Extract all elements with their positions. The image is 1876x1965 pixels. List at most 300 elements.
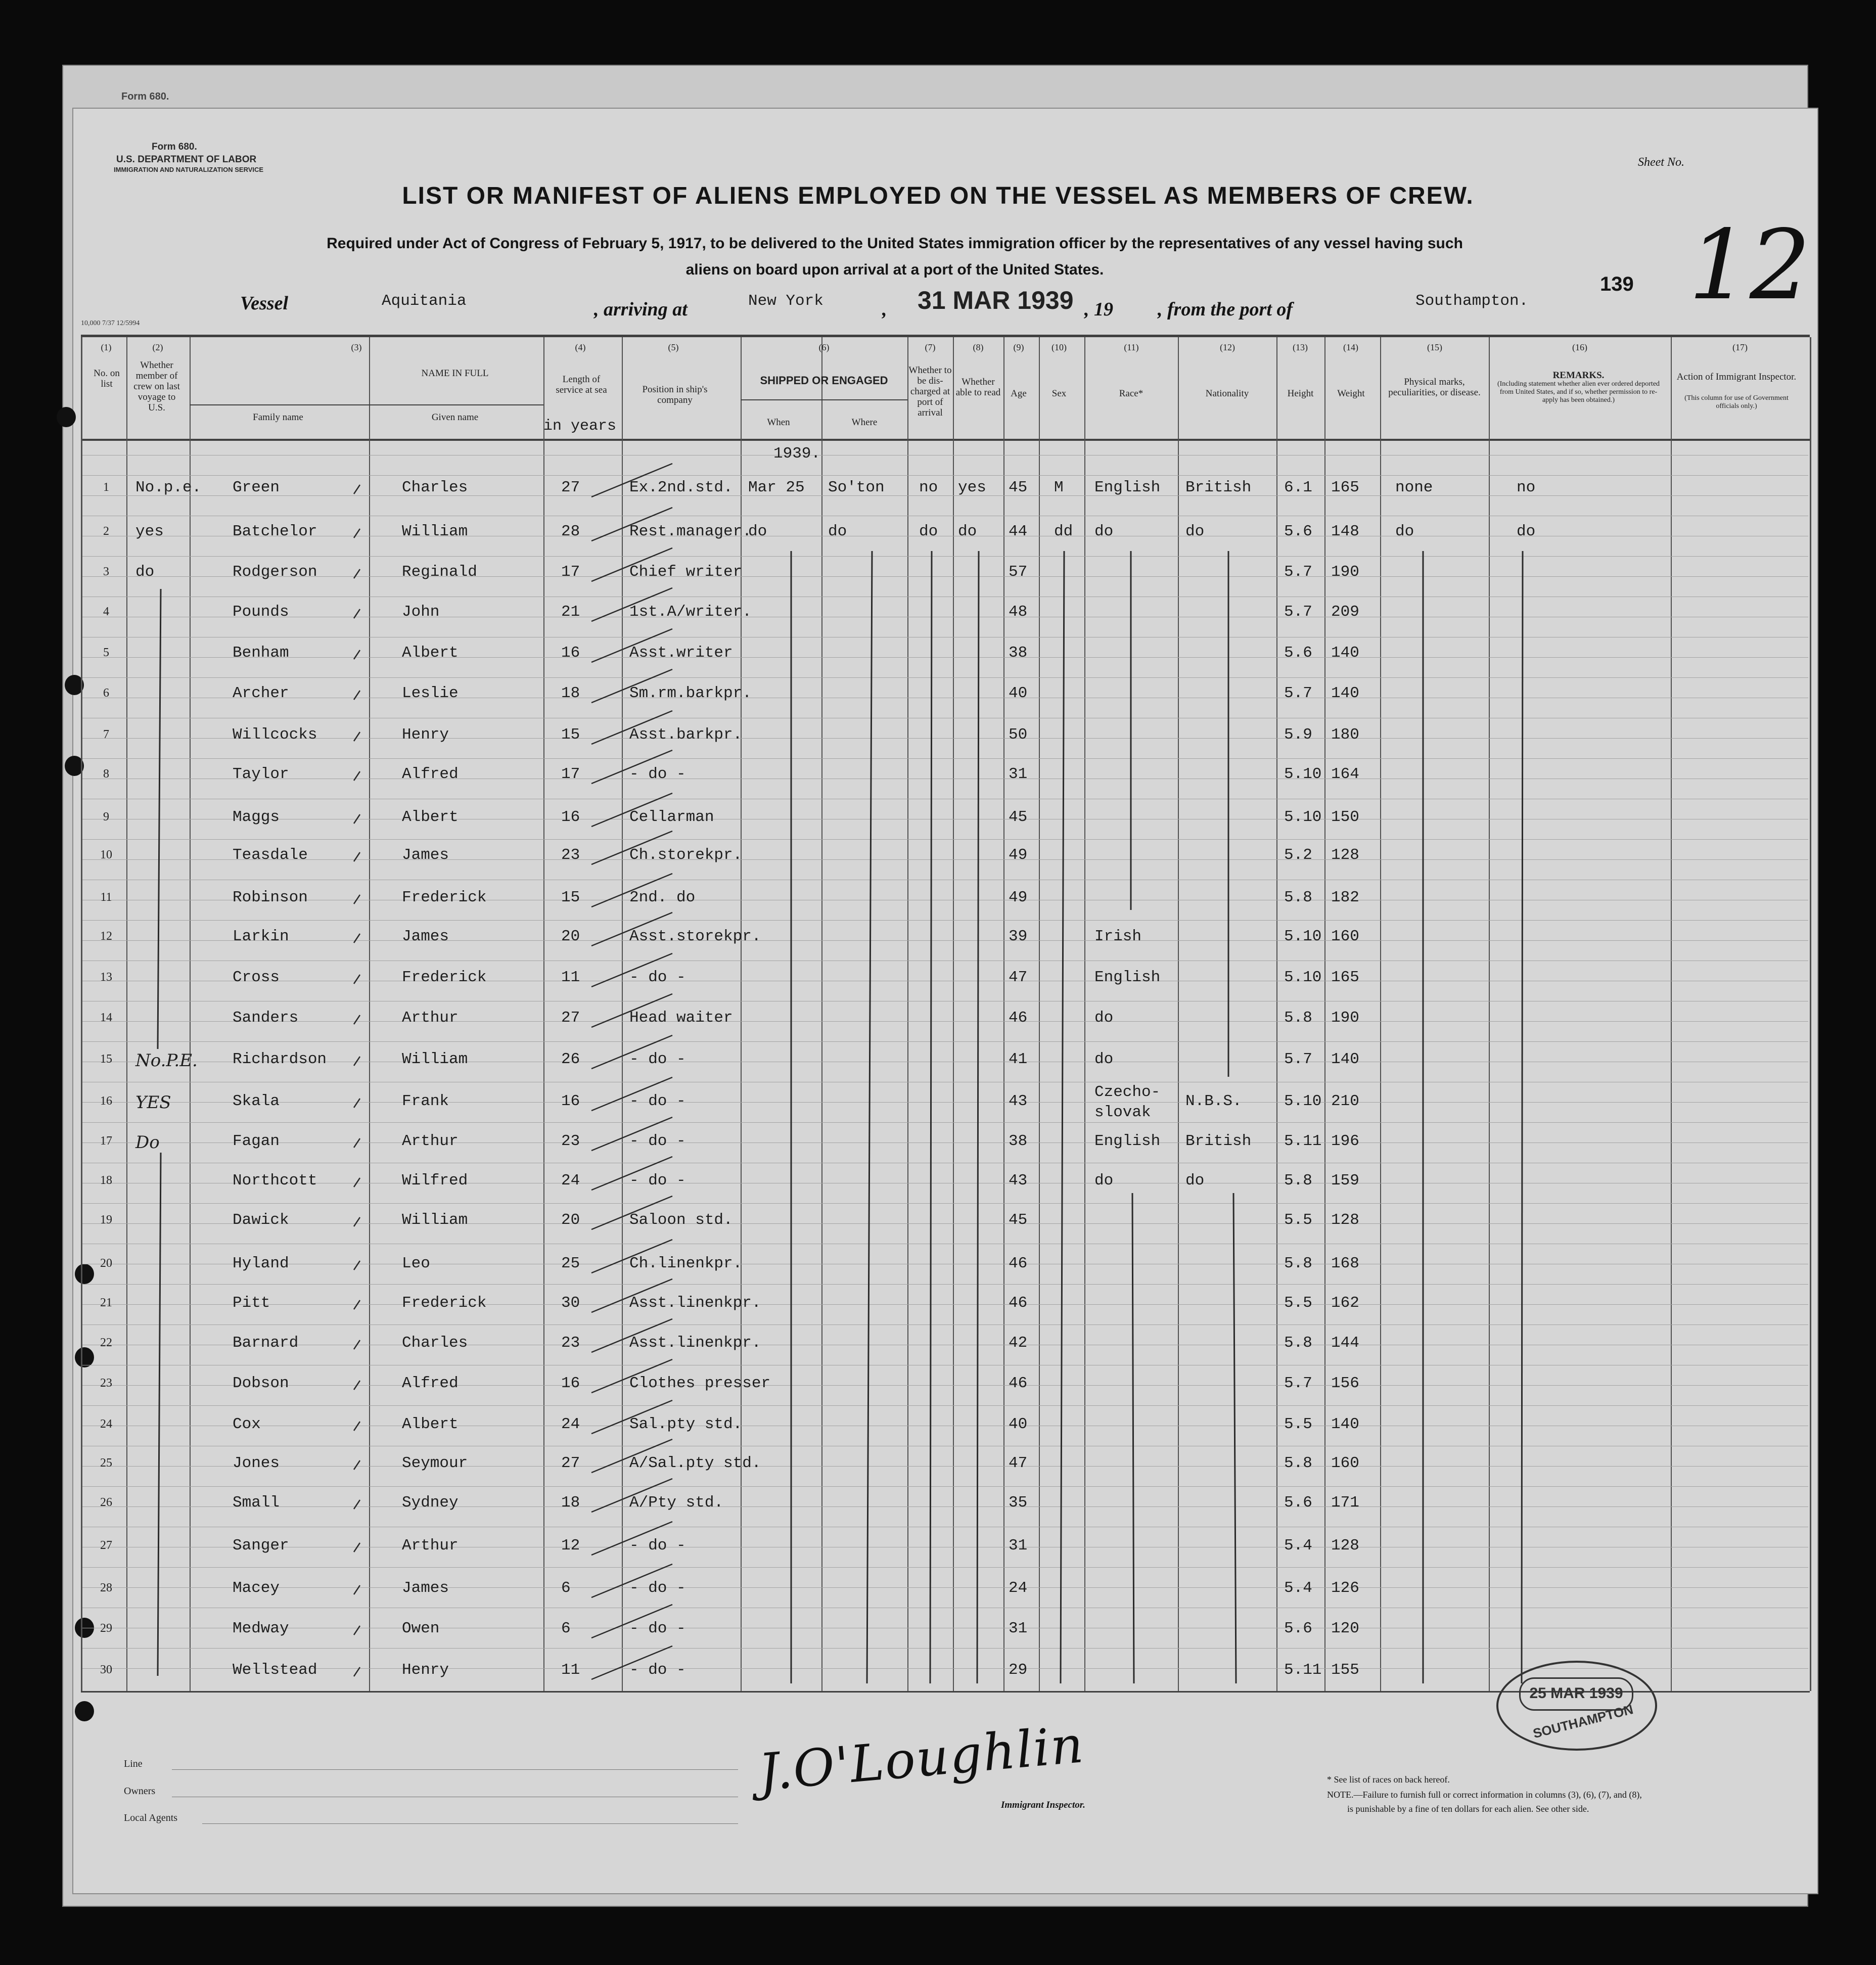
check-slash [591, 1196, 672, 1229]
sex-cell: M [1054, 479, 1064, 496]
age-cell: 47 [1009, 1454, 1028, 1472]
check-tick [354, 691, 360, 700]
check-slash [591, 1439, 672, 1473]
height-cell: 5.6 [1284, 1494, 1312, 1512]
row-number-cell: 1 [103, 481, 109, 494]
row-number-cell: 24 [100, 1418, 112, 1431]
given-name-cell: Arthur [402, 1009, 459, 1027]
family-name-cell: Robinson [233, 889, 308, 906]
prev-voyage-cell: yes [135, 523, 164, 540]
check-tick [354, 1300, 360, 1309]
arrival-date-stamp: 31 MAR 1939 [918, 286, 1074, 314]
service-cell: 27 [561, 1009, 580, 1027]
family-name-cell: Macey [233, 1579, 280, 1597]
col-header-position: Position in ship's company [642, 384, 708, 405]
service-cell: 20 [561, 1211, 580, 1229]
check-slash [591, 1035, 672, 1069]
row-number-cell: 16 [100, 1094, 112, 1108]
weight-cell: 165 [1331, 969, 1359, 986]
service-cell: 11 [561, 1661, 580, 1679]
position-cell: Asst.linenkpr. [629, 1294, 761, 1312]
row-number-cell: 10 [100, 848, 112, 861]
comma: , [882, 299, 887, 320]
col-header-physical-marks: Physical marks, peculiarities, or disease. [1388, 377, 1481, 398]
col-header-given-name: Given name [431, 412, 479, 423]
physical-marks-cell: do [1395, 523, 1414, 540]
service-cell: 18 [561, 1494, 580, 1512]
family-name-cell: Sanders [233, 1009, 299, 1027]
check-tick [354, 650, 360, 659]
check-tick [354, 1422, 360, 1431]
col-header-service: Length of service at sea [556, 374, 607, 395]
physical-marks-cell: none [1395, 479, 1433, 496]
column-number: (16) [1572, 342, 1587, 352]
family-name-cell: Skala [233, 1092, 280, 1110]
age-cell: 38 [1009, 1132, 1028, 1150]
race-cell: English [1094, 479, 1161, 496]
remarks-cell: no [1517, 479, 1536, 496]
weight-cell: 128 [1331, 1537, 1359, 1555]
column-number: (17) [1732, 342, 1748, 352]
family-name-cell: Medway [233, 1620, 289, 1637]
check-slash [591, 1077, 672, 1111]
age-cell: 57 [1009, 563, 1028, 581]
check-tick [354, 1099, 360, 1108]
age-cell: 31 [1009, 765, 1028, 783]
check-slash [591, 912, 672, 946]
weight-cell: 182 [1331, 889, 1359, 906]
row-number-cell: 13 [100, 971, 112, 984]
col-header-sex: Sex [1051, 388, 1067, 399]
nationality-cell: do [1185, 1172, 1205, 1190]
check-slash [591, 994, 672, 1027]
footer-line-label: Line [124, 1758, 143, 1769]
prev-voyage-cell: Do [135, 1132, 160, 1153]
age-cell: 48 [1009, 603, 1028, 621]
column-number: (2) [152, 342, 163, 352]
position-cell: Sal.pty std. [629, 1415, 743, 1433]
height-cell: 5.7 [1284, 603, 1312, 621]
check-slash [591, 1479, 672, 1512]
col-header-shipped: SHIPPED OR ENGAGED [760, 374, 888, 387]
col-header-action-note: (This column for use of Government officials only.) [1684, 394, 1789, 410]
footnote-penalty: NOTE.—Failure to furnish full or correct information in columns (3), (6), (7), and (8), [1327, 1790, 1642, 1800]
family-name-cell: Willcocks [233, 726, 317, 744]
height-cell: 5.7 [1284, 684, 1312, 702]
family-name-cell: Hyland [233, 1255, 289, 1272]
check-slash [591, 1564, 672, 1597]
check-slash [591, 711, 672, 744]
age-cell: 29 [1009, 1661, 1028, 1679]
weight-cell: 168 [1331, 1255, 1359, 1272]
age-cell: 50 [1009, 726, 1028, 744]
col-header-family-name: Family name [253, 412, 303, 423]
age-cell: 40 [1009, 684, 1028, 702]
weight-cell: 140 [1331, 1050, 1359, 1068]
weight-cell: 144 [1331, 1334, 1359, 1352]
year-label: , 19 [1084, 299, 1113, 320]
col-header-when: When [767, 417, 790, 428]
family-name-cell: Batchelor [233, 523, 317, 540]
row-number-cell: 4 [103, 605, 109, 618]
height-cell: 5.6 [1284, 1620, 1312, 1637]
check-slash [591, 1646, 672, 1679]
check-tick [354, 609, 360, 618]
family-name-cell: Taylor [233, 765, 289, 783]
age-cell: 40 [1009, 1415, 1028, 1433]
family-name-cell: Barnard [233, 1334, 299, 1352]
position-cell: - do - [629, 1092, 686, 1110]
check-tick [354, 1261, 360, 1270]
service-cell: 16 [561, 1375, 580, 1392]
column-number: (3) [351, 342, 362, 352]
col-header-nationality: Nationality [1205, 388, 1249, 399]
weight-cell: 196 [1331, 1132, 1359, 1150]
check-slash [591, 953, 672, 987]
weight-cell: 160 [1331, 928, 1359, 945]
given-name-cell: Albert [402, 644, 459, 662]
stamp-date: 25 MAR 1939 [1519, 1677, 1633, 1711]
age-cell: 43 [1009, 1092, 1028, 1110]
family-name-cell: Maggs [233, 808, 280, 826]
height-cell: 6.1 [1284, 479, 1312, 496]
service-cell: 18 [561, 684, 580, 702]
back-form-number: Form 680. [121, 91, 169, 102]
height-cell: 5.11 [1284, 1661, 1322, 1679]
height-cell: 5.8 [1284, 1172, 1312, 1190]
age-cell: 49 [1009, 889, 1028, 906]
from-port: Southampton. [1415, 292, 1529, 310]
service-cell: 15 [561, 889, 580, 906]
height-cell: 5.5 [1284, 1211, 1312, 1229]
weight-cell: 150 [1331, 808, 1359, 826]
position-cell: 1st.A/writer. [629, 603, 752, 621]
service-cell: 27 [561, 1454, 580, 1472]
col-header-where: Where [851, 417, 878, 428]
given-name-cell: Alfred [402, 1375, 459, 1392]
service-cell: 16 [561, 808, 580, 826]
col-header-weight: Weight [1337, 388, 1365, 399]
position-cell: - do - [629, 765, 686, 783]
col-header-height: Height [1287, 388, 1314, 399]
race-cell: do [1094, 1050, 1114, 1068]
shipped-when-cell: Mar 25 [748, 479, 805, 496]
height-cell: 5.9 [1284, 726, 1312, 744]
service-cell: 20 [561, 928, 580, 945]
race-cell-line2: slovak [1094, 1104, 1151, 1121]
check-tick [354, 975, 360, 984]
check-slash [591, 831, 672, 864]
weight-cell: 140 [1331, 684, 1359, 702]
check-slash [591, 588, 672, 621]
col-header-age: Age [1011, 388, 1027, 399]
arrival-port: New York [748, 292, 823, 310]
row-number-cell: 20 [100, 1257, 112, 1270]
family-name-cell: Richardson [233, 1050, 327, 1068]
footer-rule [172, 1769, 738, 1770]
race-cell: Czecho- [1094, 1083, 1161, 1101]
check-tick [354, 1015, 360, 1024]
check-tick [354, 771, 360, 781]
family-name-cell: Jones [233, 1454, 280, 1472]
position-cell: Rest.manager. [629, 523, 752, 540]
age-cell: 45 [1009, 1211, 1028, 1229]
department: U.S. DEPARTMENT OF LABOR [116, 154, 257, 165]
height-cell: 5.10 [1284, 765, 1322, 783]
footer-agents-label: Local Agents [124, 1812, 178, 1823]
col-header-previous-voyage: Whether member of crew on last voyage to U.S. [133, 360, 180, 413]
service-cell: 17 [561, 563, 580, 581]
height-cell: 5.10 [1284, 808, 1322, 826]
row-number-cell: 29 [100, 1622, 112, 1635]
row-number-cell: 2 [103, 525, 109, 538]
position-cell: Head waiter [629, 1009, 733, 1027]
position-cell: - do - [629, 1172, 686, 1190]
given-name-cell: Leslie [402, 684, 459, 702]
family-name-cell: Pitt [233, 1294, 270, 1312]
column-number: (7) [925, 342, 936, 352]
form-number: Form 680. [152, 142, 197, 152]
height-cell: 5.7 [1284, 563, 1312, 581]
height-cell: 5.2 [1284, 846, 1312, 864]
print-code: 10,000 7/37 12/5994 [81, 319, 140, 327]
weight-cell: 120 [1331, 1620, 1359, 1637]
row-number-cell: 5 [103, 646, 109, 659]
column-number: (6) [818, 342, 830, 352]
given-name-cell: Arthur [402, 1537, 459, 1555]
weight-cell: 140 [1331, 644, 1359, 662]
service-cell: 6 [561, 1579, 571, 1597]
sheet-label: Sheet No. [1638, 156, 1684, 169]
service-units: in years [543, 418, 617, 435]
position-cell: Sm.rm.barkpr. [629, 684, 752, 702]
row-number-cell: 6 [103, 687, 109, 700]
check-tick [354, 1057, 360, 1066]
arriving-label: , arriving at [594, 299, 688, 320]
discharged-cell: no [919, 479, 938, 496]
height-cell: 5.4 [1284, 1579, 1312, 1597]
column-number: (14) [1343, 342, 1358, 352]
service-cell: 24 [561, 1172, 580, 1190]
position-cell: - do - [629, 1132, 686, 1150]
age-cell: 46 [1009, 1375, 1028, 1392]
service-cell: 28 [561, 523, 580, 540]
check-slash [591, 629, 672, 662]
footer-rule [202, 1823, 738, 1824]
given-name-cell: Albert [402, 808, 459, 826]
given-name-cell: James [402, 1579, 449, 1597]
col-header-discharged: Whether to be dis-charged at port of arrival [908, 365, 952, 418]
family-name-cell: Green [233, 479, 280, 496]
given-name-cell: John [402, 603, 440, 621]
from-label: , from the port of [1158, 299, 1293, 320]
nationality-cell: British [1185, 1132, 1252, 1150]
position-cell: - do - [629, 1050, 686, 1068]
subtitle-line1: Required under Act of Congress of February 5, 1917, to be delivered to the United States immigration officer by the representatives of any vessel having such [327, 235, 1463, 252]
subtitle-line2: aliens on board upon arrival at a port of the United States. [685, 261, 1104, 278]
service-cell: 21 [561, 603, 580, 621]
height-cell: 5.8 [1284, 1334, 1312, 1352]
row-number-cell: 30 [100, 1663, 112, 1676]
family-name-cell: Wellstead [233, 1661, 317, 1679]
service-cell: 15 [561, 726, 580, 744]
height-cell: 5.5 [1284, 1294, 1312, 1312]
family-name-cell: Teasdale [233, 846, 308, 864]
row-number-cell: 3 [103, 565, 109, 578]
age-cell: 46 [1009, 1009, 1028, 1027]
weight-cell: 171 [1331, 1494, 1359, 1512]
age-cell: 38 [1009, 644, 1028, 662]
check-slash [591, 1279, 672, 1312]
check-tick [354, 1217, 360, 1226]
handwritten-sheet-number: 12 [1688, 209, 1811, 321]
height-cell: 5.8 [1284, 1009, 1312, 1027]
age-cell: 31 [1009, 1537, 1028, 1555]
position-cell: Asst.storekpr. [629, 928, 761, 945]
row-number-cell: 22 [100, 1336, 112, 1349]
check-tick [354, 934, 360, 943]
height-cell: 5.10 [1284, 969, 1322, 986]
weight-cell: 160 [1331, 1454, 1359, 1472]
row-number-cell: 23 [100, 1377, 112, 1390]
check-tick [354, 1667, 360, 1676]
family-name-cell: Dawick [233, 1211, 289, 1229]
prev-voyage-cell: No.p.e. [135, 479, 202, 496]
age-cell: 43 [1009, 1172, 1028, 1190]
family-name-cell: Cross [233, 969, 280, 986]
given-name-cell: Reginald [402, 563, 477, 581]
nationality-cell: N.B.S. [1185, 1092, 1242, 1110]
height-cell: 5.8 [1284, 1454, 1312, 1472]
col-header-read: Whether able to read [955, 377, 1001, 398]
height-cell: 5.7 [1284, 1050, 1312, 1068]
age-cell: 41 [1009, 1050, 1028, 1068]
weight-cell: 128 [1331, 1211, 1359, 1229]
vessel-label: Vessel [240, 293, 288, 314]
column-number: (1) [101, 342, 112, 352]
check-tick [354, 1340, 360, 1349]
service-cell: 11 [561, 969, 580, 986]
footnote-penalty-2: is punishable by a fine of ten dollars for each alien. See other side. [1347, 1804, 1589, 1814]
family-name-cell: Archer [233, 684, 289, 702]
given-name-cell: Charles [402, 1334, 468, 1352]
given-name-cell: Frederick [402, 1294, 487, 1312]
check-tick [354, 485, 360, 494]
service-cell: 23 [561, 846, 580, 864]
position-cell: - do - [629, 1579, 686, 1597]
row-number-cell: 26 [100, 1496, 112, 1509]
check-tick [354, 529, 360, 538]
check-slash [591, 669, 672, 703]
position-cell: Asst.barkpr. [629, 726, 743, 744]
race-cell: do [1094, 523, 1114, 540]
height-cell: 5.8 [1284, 1255, 1312, 1272]
given-name-cell: Owen [402, 1620, 440, 1637]
position-cell: - do - [629, 1537, 686, 1555]
check-slash [591, 874, 672, 907]
col-header-action: Action of Immigrant Inspector. [1676, 372, 1797, 382]
check-tick [354, 1543, 360, 1552]
check-slash [591, 1240, 672, 1273]
check-tick [354, 569, 360, 578]
family-name-cell: Dobson [233, 1375, 289, 1392]
age-cell: 24 [1009, 1579, 1028, 1597]
height-cell: 5.7 [1284, 1375, 1312, 1392]
age-cell: 46 [1009, 1294, 1028, 1312]
family-name-cell: Pounds [233, 603, 289, 621]
row-number-cell: 7 [103, 728, 109, 741]
row-number-cell: 8 [103, 767, 109, 781]
shipped-where-cell: do [828, 523, 847, 540]
position-cell: - do - [629, 1620, 686, 1637]
column-number: (13) [1293, 342, 1308, 352]
check-tick [354, 852, 360, 861]
service-cell: 17 [561, 765, 580, 783]
check-slash [591, 508, 672, 541]
check-tick [354, 814, 360, 824]
weight-cell: 162 [1331, 1294, 1359, 1312]
row-number-cell: 27 [100, 1539, 112, 1552]
weight-cell: 190 [1331, 563, 1359, 581]
page-title: LIST OR MANIFEST OF ALIENS EMPLOYED ON THE VESSEL AS MEMBERS OF CREW. [402, 182, 1474, 209]
age-cell: 39 [1009, 928, 1028, 945]
check-tick [354, 1460, 360, 1470]
check-slash [591, 1117, 672, 1151]
check-tick [354, 732, 360, 741]
given-name-cell: Wilfred [402, 1172, 468, 1190]
position-cell: Cellarman [629, 808, 714, 826]
service-cell: 26 [561, 1050, 580, 1068]
column-number: (11) [1124, 342, 1139, 352]
nationality-cell: British [1185, 479, 1252, 496]
service-cell: 27 [561, 479, 580, 496]
weight-cell: 140 [1331, 1415, 1359, 1433]
given-name-cell: Arthur [402, 1132, 459, 1150]
shipped-where-cell: So'ton [828, 479, 885, 496]
prev-voyage-cell: No.P.E. [135, 1050, 198, 1071]
check-slash [591, 793, 672, 827]
check-slash [591, 1605, 672, 1638]
column-number: (15) [1427, 342, 1442, 352]
height-cell: 5.10 [1284, 1092, 1322, 1110]
col-header-remarks-note: (Including statement whether alien ever ordered deported from United States, and if so, whether permission to re-apply has been obtained.) [1497, 380, 1660, 404]
row-number-cell: 11 [100, 891, 112, 904]
footnote-races: * See list of races on back hereof. [1327, 1774, 1450, 1785]
row-number-cell: 15 [100, 1053, 112, 1066]
weight-cell: 128 [1331, 846, 1359, 864]
read-cell: yes [958, 479, 986, 496]
discharged-cell: do [919, 523, 938, 540]
row-number-cell: 21 [100, 1296, 112, 1309]
height-cell: 5.4 [1284, 1537, 1312, 1555]
position-cell: A/Pty std. [629, 1494, 724, 1512]
family-name-cell: Larkin [233, 928, 289, 945]
service-cell: 24 [561, 1415, 580, 1433]
nationality-cell: do [1185, 523, 1205, 540]
family-name-cell: Fagan [233, 1132, 280, 1150]
age-cell: 31 [1009, 1620, 1028, 1637]
column-number: (5) [668, 342, 679, 352]
shipped-when-cell: do [748, 523, 767, 540]
check-slash [591, 1157, 672, 1190]
height-cell: 5.11 [1284, 1132, 1322, 1150]
check-slash [591, 548, 672, 581]
inspector-signature: J.O'Loughlin [756, 1715, 1087, 1802]
age-cell: 49 [1009, 846, 1028, 864]
age-cell: 35 [1009, 1494, 1028, 1512]
year-note: 1939. [773, 445, 821, 463]
position-cell: Clothes presser [629, 1375, 771, 1392]
